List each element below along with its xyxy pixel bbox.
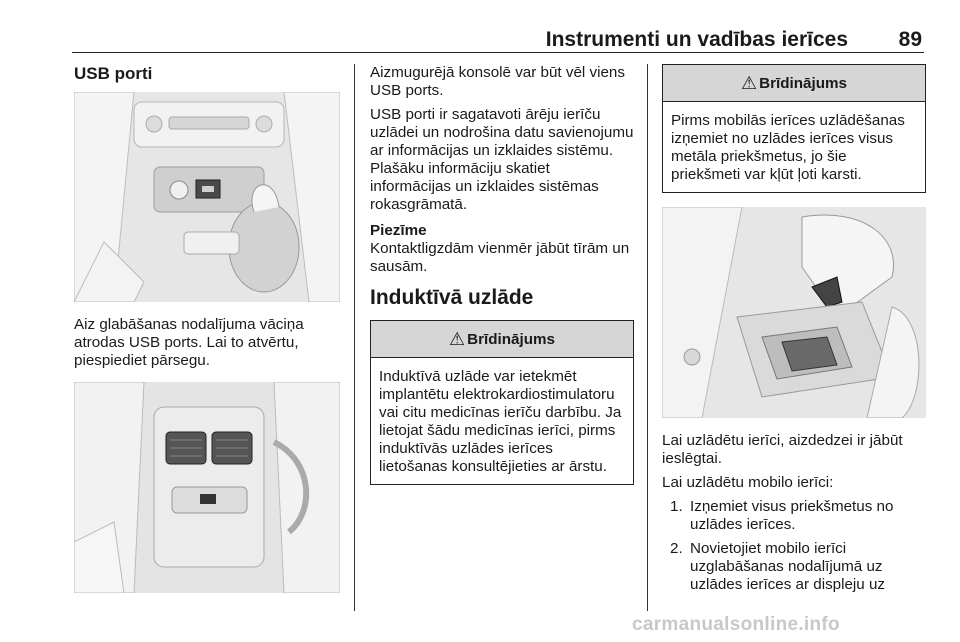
usb-paragraph: Aiz glabāšanas nodalījuma vāciņa atrodas USB ports. Lai to atvērtu, piespiediet pārsegu. <box>74 316 304 369</box>
rear-console-illustration <box>74 382 340 593</box>
usb-info-paragraph: USB porti ir sagatavoti ārēju ierīču uzlādei un nodrošina datu savienojumu ar informācijas un izklaides sistēmu. Plašāku informāciju skatiet informācijas un izklaides sistēmas rokasgrāmatā. <box>370 106 634 213</box>
inductive-charger-illustration <box>662 207 926 418</box>
warning-triangle-icon: ⚠ <box>449 329 466 349</box>
warning-header <box>371 321 633 358</box>
rear-usb-paragraph: Aizmugurējā konsolē var būt vēl viens USB ports. <box>370 64 625 99</box>
step-number: 2. <box>670 540 683 557</box>
ignition-paragraph: Lai uzlādētu ierīci, aizdedzei ir jābūt ieslēgtai. <box>662 432 903 467</box>
warning-title: Brīdinājums <box>467 331 555 348</box>
step-text: Novietojiet mobilo ierīci uzglabāšanas nodalījumā uz uzlādes ierīces ar displeju uz <box>690 540 886 593</box>
column-left <box>74 64 340 593</box>
note-text: Kontaktligzdām vienmēr jābūt tīrām un sausām. <box>370 240 630 275</box>
note-label: Piezīme <box>370 222 427 239</box>
step-number: 1. <box>670 498 683 515</box>
warning-box <box>662 64 926 193</box>
warning-header <box>663 65 925 102</box>
column-divider <box>354 64 355 611</box>
watermark: carmanualsonline.info <box>632 614 840 635</box>
section-title: USB porti <box>74 64 153 83</box>
warning-title: Brīdinājums <box>759 75 847 92</box>
note-block <box>370 222 634 276</box>
step-text: Izņemiet visus priekšmetus no uzlādes ierīces. <box>690 498 894 533</box>
warning-text: Induktīvā uzlāde var ietekmēt implantētu elektrokardiostimulatoru vai citu medicīnas ierīču darbību. Ja lietojat šādu medicīnas ierīci, pirms induktīvās uzlādes ierīces lietošanas konsultējieties ar ārstu. <box>379 368 622 475</box>
charging-intro-paragraph: Lai uzlādētu mobilo ierīci: <box>662 474 834 491</box>
list-item <box>662 540 926 594</box>
page-title: Instrumenti un vadības ierīces <box>545 28 848 51</box>
section-heading: Induktīvā uzlāde <box>370 286 534 309</box>
warning-text: Pirms mobilās ierīces uzlādēšanas izņemiet no uzlādes ierīces visus metāla priekšmetus, jo šie priekšmeti var kļūt ļoti karsti. <box>671 112 905 183</box>
warning-triangle-icon: ⚠ <box>741 73 758 93</box>
page-number: 89 <box>898 28 922 51</box>
column-divider <box>647 64 648 611</box>
usb-console-illustration <box>74 92 340 302</box>
column-right <box>662 64 926 600</box>
page-header <box>72 26 924 53</box>
list-item <box>662 498 926 534</box>
steps-list <box>662 498 926 594</box>
warning-box <box>370 320 634 485</box>
column-middle <box>370 64 634 485</box>
